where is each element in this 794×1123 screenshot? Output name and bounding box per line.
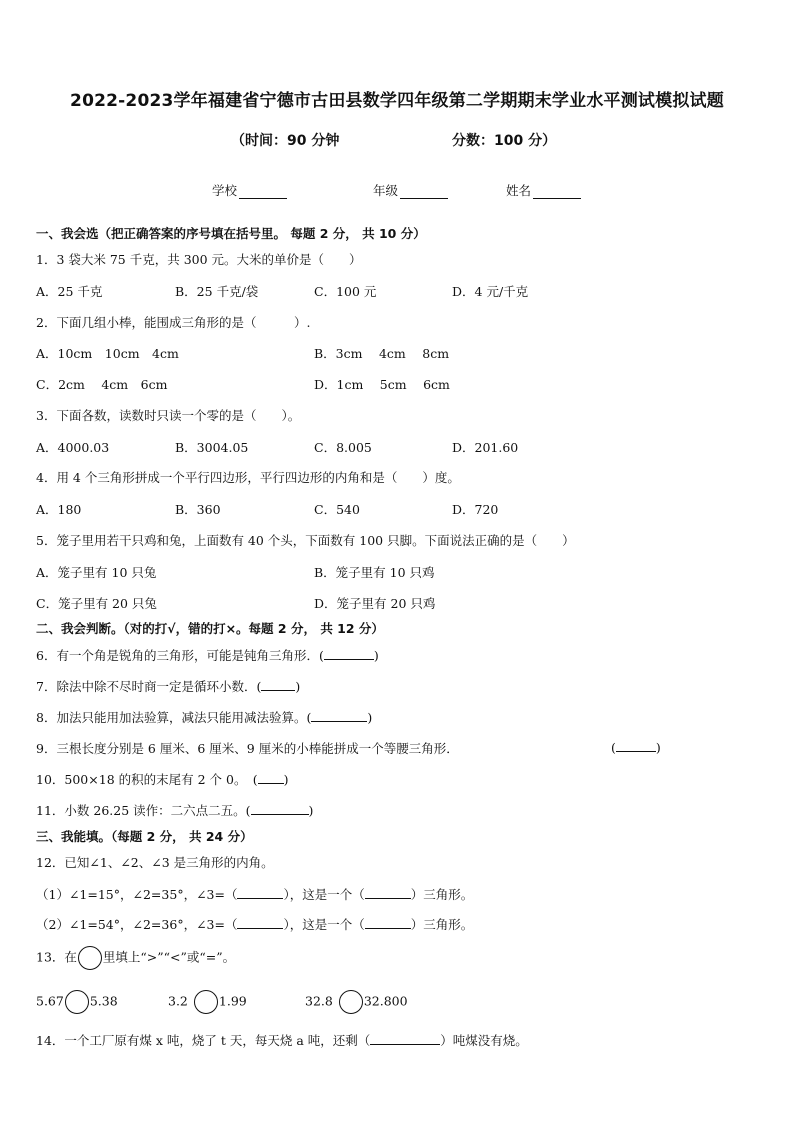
name-blank[interactable] <box>533 184 581 199</box>
q1-option-a: A．25 千克 <box>36 284 103 299</box>
question-4: 4．用 4 个三角形拼成一个平行四边形，平行四边形的内角和是（ ）度。 <box>36 470 460 485</box>
question-1: 1．3 袋大米 75 千克，共 300 元。大米的单价是（ ） <box>36 252 362 267</box>
q7-answer-blank[interactable] <box>261 678 295 691</box>
q13-1-answer-circle[interactable] <box>65 990 89 1014</box>
q12-1-type-blank[interactable] <box>365 886 411 899</box>
question-10 <box>36 770 288 788</box>
question-6 <box>36 646 379 664</box>
q1-option-c: C．100 元 <box>314 284 377 299</box>
q5-option-d: D．笼子里有 20 只鸡 <box>314 596 436 611</box>
q7-text: 7．除法中除不尽时商一定是循环小数．( <box>36 679 262 694</box>
question-5: 5．笼子里用若干只鸡和兔，上面数有 40 个头，下面数有 100 只脚。下面说法正确的是（ ） <box>36 533 575 548</box>
q8-answer-blank[interactable] <box>311 709 367 722</box>
question-12-part-2 <box>36 915 473 933</box>
q1-option-d: D．4 元/千克 <box>452 284 529 299</box>
q10-text: 10．500×18 的积的末尾有 2 个 0。 ( <box>36 772 258 787</box>
question-8 <box>36 708 372 726</box>
q11-answer-blank[interactable] <box>251 802 309 815</box>
q2-option-d: D．1cm 5cm 6cm <box>314 377 450 392</box>
q2-option-a: A．10cm 10cm 4cm <box>36 346 179 361</box>
q8-close: ) <box>367 710 373 725</box>
q6-text: 6．有一个角是锐角的三角形，可能是钝角三角形．( <box>36 648 324 663</box>
q9-open: ( <box>611 740 616 755</box>
name-field[interactable] <box>506 181 581 199</box>
q5-option-a: A．笼子里有 10 只兔 <box>36 565 157 580</box>
q13-compare-2 <box>168 990 247 1014</box>
q4-option-a: A．180 <box>36 502 82 517</box>
question-12: 12．已知∠1、∠2、∠3 是三角形的内角。 <box>36 855 274 870</box>
school-field[interactable] <box>212 181 287 199</box>
q4-option-d: D．720 <box>452 502 499 517</box>
q3-option-b: B．3004.05 <box>175 440 249 455</box>
q5-option-b: B．笼子里有 10 只鸡 <box>314 565 435 580</box>
q12-2-text-a: （2）∠1=54°，∠2=36°，∠3=（ <box>36 917 238 932</box>
q13-text-b: 里填上“>”“<”或“=”。 <box>102 949 236 965</box>
q6-close: ) <box>373 648 379 663</box>
q2-option-c: C．2cm 4cm 6cm <box>36 377 168 392</box>
q12-2-text-c: ）三角形。 <box>410 917 474 932</box>
q13-3-right: 32.800 <box>363 993 408 1009</box>
q2-option-b: B．3cm 4cm 8cm <box>314 346 450 361</box>
question-14 <box>36 1031 528 1049</box>
question-13 <box>36 946 235 970</box>
q9-answer <box>611 739 661 755</box>
q13-1-right: 5.38 <box>89 993 118 1009</box>
q3-option-d: D．201.60 <box>452 440 519 455</box>
q5-option-c: C．笼子里有 20 只兔 <box>36 596 157 611</box>
q14-text-b: ）吨煤没有烧。 <box>440 1033 528 1048</box>
name-label: 姓名 <box>506 183 532 198</box>
question-3: 3．下面各数，读数时只读一个零的是（ ）。 <box>36 408 301 423</box>
q3-option-a: A．4000.03 <box>36 440 110 455</box>
q9-answer-blank[interactable] <box>616 739 656 752</box>
q12-1-text-a: （1）∠1=15°，∠2=35°，∠3=（ <box>36 887 238 902</box>
q13-3-answer-circle[interactable] <box>339 990 363 1014</box>
q7-close: ) <box>295 679 301 694</box>
q13-2-answer-circle[interactable] <box>194 990 218 1014</box>
q3-option-c: C．8.005 <box>314 440 372 455</box>
question-12-part-1 <box>36 885 473 903</box>
q13-2-right: 1.99 <box>218 993 247 1009</box>
time-label: （时间：90 分钟 <box>231 133 340 149</box>
grade-blank[interactable] <box>400 184 448 199</box>
question-2: 2．下面几组小棒，能围成三角形的是（ ）. <box>36 315 311 330</box>
section-3-heading: 三、我能填。（每题 2 分， 共 24 分） <box>36 829 253 844</box>
q13-1-left: 5.67 <box>36 993 64 1009</box>
q12-1-text-c: ）三角形。 <box>410 887 474 902</box>
circle-icon <box>78 946 102 970</box>
school-label: 学校 <box>212 183 238 198</box>
q13-compare-1 <box>36 990 118 1014</box>
q9-close: ) <box>655 740 661 755</box>
q14-text-a: 14．一个工厂原有煤 x 吨，烧了 t 天，每天烧 a 吨，还剩（ <box>36 1033 371 1048</box>
q6-answer-blank[interactable] <box>324 647 374 660</box>
section-2-heading: 二、我会判断。（对的打√，错的打×。每题 2 分， 共 12 分） <box>36 621 384 636</box>
page-title: 2022-2023学年福建省宁德市古田县数学四年级第二学期期末学业水平测试模拟试题 <box>70 91 724 111</box>
score-label: 分数：100 分） <box>452 133 557 149</box>
q13-3-left: 32.8 <box>305 993 333 1009</box>
question-11 <box>36 801 313 819</box>
q8-text: 8．加法只能用加法验算，减法只能用减法验算。( <box>36 710 312 725</box>
q13-compare-3 <box>305 990 408 1014</box>
q14-answer-blank[interactable] <box>370 1032 440 1045</box>
q12-2-angle-blank[interactable] <box>237 916 283 929</box>
q13-2-left: 3.2 <box>168 993 188 1009</box>
q10-close: ) <box>283 772 289 787</box>
q4-option-c: C．540 <box>314 502 360 517</box>
q12-1-angle-blank[interactable] <box>237 886 283 899</box>
q11-text: 11．小数 26.25 读作：二六点二五。( <box>36 803 251 818</box>
q1-option-b: B．25 千克/袋 <box>175 284 259 299</box>
grade-label: 年级 <box>373 183 399 198</box>
q13-text-a: 13．在 <box>36 949 77 965</box>
q12-1-text-b: ），这是一个（ <box>283 887 365 902</box>
question-7 <box>36 677 300 695</box>
q10-answer-blank[interactable] <box>258 771 284 784</box>
grade-field[interactable] <box>373 181 448 199</box>
q12-2-text-b: ），这是一个（ <box>283 917 365 932</box>
school-blank[interactable] <box>239 184 287 199</box>
q11-close: ) <box>308 803 314 818</box>
section-1-heading: 一、我会选（把正确答案的序号填在括号里。 每题 2 分， 共 10 分） <box>36 226 426 241</box>
q12-2-type-blank[interactable] <box>365 916 411 929</box>
question-9: 9．三根长度分别是 6 厘米、6 厘米、9 厘米的小棒能拼成一个等腰三角形． <box>36 741 459 756</box>
q4-option-b: B．360 <box>175 502 221 517</box>
